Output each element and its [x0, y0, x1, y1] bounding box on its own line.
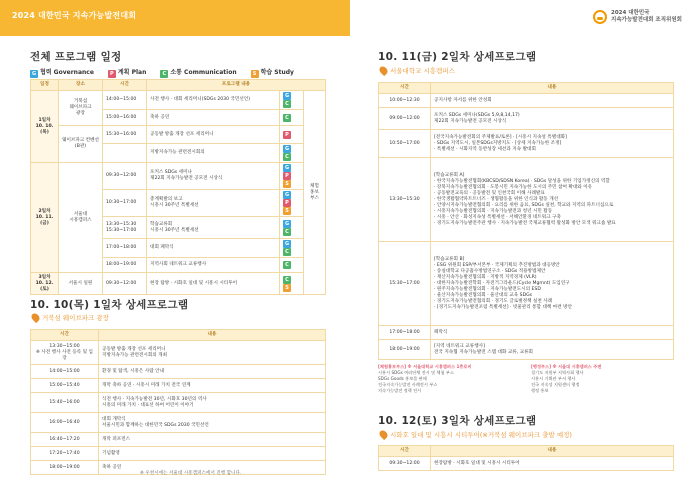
- admin-note-item: 전국 지속성 지원센터 행정: [531, 382, 580, 387]
- booth-note-item: 전국지속가능발전 사례전시 부스: [378, 382, 438, 387]
- day2-place: 서울대 시흥캠퍼스: [59, 163, 103, 273]
- day1-location: [32, 313, 109, 322]
- day3-title-text: 10. 12(토) 3일차 상세프로그램: [378, 415, 537, 427]
- day3-date: 3일차 10. 12.(토): [31, 273, 59, 295]
- overview-title-text: 전체 프로그램 일정: [30, 51, 122, 63]
- logo-line-1: 2024 대한민국: [611, 10, 650, 16]
- legend: [30, 67, 294, 78]
- legend-study: S 학습 Study: [251, 67, 294, 78]
- day2-row-time: 10:50~17:00: [379, 130, 431, 158]
- day2-tags-2: GC: [280, 217, 304, 239]
- day2-row-content: 포커스 SDGs 세미나(SDGs 5,9,8,14,17) 제22회 지속가능발전 공모전 시상식: [431, 108, 674, 130]
- legend-plan: P 계획 Plan: [108, 67, 146, 78]
- day1-col-content: 내용: [99, 330, 326, 341]
- day2-content-3: 대회 폐막식: [147, 239, 280, 258]
- day1-row-time: 13:30~15:00 ※ 사전 행사 사전 등록 및 입장: [31, 341, 99, 365]
- day3-place: 서울시 일원: [59, 273, 103, 295]
- day1-content-0: 사전 행사 · 대회 세리머니(SDGs 2030 국민선언): [147, 91, 280, 110]
- booth-note-item: 시흥시 SDGs 여러단체 전시 및 체험 부스: [378, 370, 454, 375]
- day3-col-time: 시간: [379, 446, 431, 457]
- col-place: 장소: [59, 80, 103, 91]
- legend-communication: C 소통 Communication: [160, 67, 236, 78]
- admin-note-item: 시흥시 기획관 부서 행사: [531, 376, 576, 381]
- day1-tags-0: GC: [280, 91, 304, 110]
- day2-col-time: 시간: [379, 83, 431, 94]
- logo-line-2: 지속가능발전대회 조직위원회: [611, 17, 682, 23]
- day3-col-content: 내용: [431, 446, 674, 457]
- day1-row-content: 기념촬영: [99, 447, 326, 461]
- day1-tags-2: P: [280, 126, 304, 144]
- day1-time-0: 14:00~15:00: [103, 91, 147, 110]
- day3-tags-0: CS: [280, 273, 304, 295]
- day3-row-time: 09:30~12:00: [379, 457, 431, 471]
- day1-row-content: 공동발 방출 개장 선포 세리머니 지방지속가능 관련전시회의 개최: [99, 341, 326, 365]
- admin-note: [531, 364, 674, 394]
- day2-time-4: 18:00~19:00: [103, 258, 147, 273]
- day1-row-content: 개막 퍼포먼스: [99, 433, 326, 447]
- day1-row-time: 15:40~16:00: [31, 393, 99, 413]
- day3-title: [378, 413, 536, 428]
- day1-row-content: 대회 개막식 서울시민과 함께하는 대한민국 SDGs 2030 국민선언: [99, 413, 326, 433]
- day2-tags-0: GPS: [280, 163, 304, 190]
- day2-time-0: 09:30~12:00: [103, 163, 147, 190]
- day3-table: [378, 445, 674, 471]
- day1-time-2: 15:30~16:00: [103, 126, 147, 144]
- day2-row-content: [학습교류회 A] · 한국지속가능발전협회(KBCSD/SDSN Korea) · SDGs 달성을 위한 기업가정신의 역할 · 강북지속가능발전협의회 · 도봉시민 지속가능한 도시의 주민 참여 확대와 이유 · 공동발전교육의 · 공동발전 및 인천국회 이해 사례발표 · 한국생활협약파트트너즈 · 생협활동을 위한 인식과 활동 개선 · 안양시지속가능발전협의회 · 요리를 위한 음료, SDGs 실천, 학교와 지역의 파트너십으로 · 시흥지속가능발전협의회 · 지속가능발전과 청년 시민 활동 · 시흥 · 안산 · 화성지속성 특별세션 · 서해안환경 네트워크 구축 · 경기도지속가능발전주관 행사 · 지속가능발전 국제교류협력 활성화 방안 모색 워크숍 발표: [431, 158, 674, 242]
- day1-time-1: 15:00~16:00: [103, 110, 147, 126]
- location-pin-icon: [378, 65, 389, 76]
- side-booth: 체험 홍보 부스: [304, 91, 326, 295]
- day1-table: [30, 329, 326, 475]
- overview-title: [30, 49, 121, 64]
- day1-location-text: 거북섬 웨이브파크 광장: [42, 314, 109, 322]
- booth-note-item: SDGs Goods 홍보물 판매: [378, 376, 427, 381]
- day1-row-time: 17:20~17:40: [31, 447, 99, 461]
- col-time: 시간: [103, 80, 147, 91]
- day1-row-content: 식전 행사 · 지속가능발전 30년, 시화호 30년의 역사 시흥의 미래 가치 · 대표선 하여 어린이 이야기: [99, 393, 326, 413]
- location-pin-icon: [378, 429, 389, 440]
- day2-title-text: 10. 11(금) 2일차 상세프로그램: [378, 51, 537, 63]
- organizer-logo: [593, 10, 682, 24]
- day2-tags-1: GPS: [280, 190, 304, 217]
- day2-row-content: [지역 네트워크 교류행사] 전국 지속협 지속가능발전 스탭 대화 교류, 교류회: [431, 340, 674, 360]
- day1-row-content: 환경 및 탐색, 시흥은 사람 안내: [99, 365, 326, 379]
- day2-row-time: 10:00~12:30: [379, 94, 431, 108]
- day2-row-time: 17:00~18:00: [379, 326, 431, 340]
- day1-content-3: 지방지속가능 관련전시회의: [147, 144, 280, 163]
- day3-time-0: 09:30~12:00: [103, 273, 147, 295]
- day1-row-content: 개막 축하 공연 · 시흥시 미래 가치 전국 연계: [99, 379, 326, 393]
- day2-col-content: 내용: [431, 83, 674, 94]
- day2-time-1: 10:30~17:00: [103, 190, 147, 217]
- day2-time-2: 13:30~15:30 15:30~17:00: [103, 217, 147, 239]
- day2-row-time: 13:30~15:30: [379, 158, 431, 242]
- day1-tags-3: GC: [280, 144, 304, 163]
- day3-location: [380, 430, 572, 439]
- day2-time-3: 17:00~18:00: [103, 239, 147, 258]
- col-date: 일정: [31, 80, 59, 91]
- day1-title-text: 10. 10(목) 1일차 상세프로그램: [30, 299, 189, 311]
- day1-row-time: 14:00~15:00: [31, 365, 99, 379]
- day1-content-1: 축하 공연: [147, 110, 280, 126]
- day2-location: [380, 66, 455, 75]
- day2-row-content: [학습교류회 B] · ESG 위원회 ESP/부서본부 · 국제기획의 추진방법과 대응방안 · 송실대학교 다공흡수방법연구소 · SDGs 적용방법제안 · 재산지속가능발전협의회 · 지방적 지역경제 (VLR) · 대한지속가능발전학회 · 자전거그라운드(Cycle Mgmnt) 도입연구 · 원주지속가능발전협의회 · 지속가능발전도시의 ESD · 울산지속가능발전협의회 · 울산대의 교육 SDGs · 경기도지속가능발전협의회 · 경기도 글로벌정책 실천 사례 · [경기도지속가능발전포럼 특별세션] · 빗물관리 통합 대책 마련 방안: [431, 242, 674, 326]
- day2-row-content: 폐막식: [431, 326, 674, 340]
- left-header-title: 2024 대한민국 지속가능발전대회: [12, 11, 137, 20]
- overview-table: [30, 79, 326, 295]
- day1-title: [30, 297, 188, 312]
- day1-row-time: 16:00~16:40: [31, 413, 99, 433]
- day1-place-b: 웨이브파크 컨벤션 (B관): [59, 126, 103, 163]
- day2-content-1: 총계획발의 보고 시흥시 30주년 특별세션: [147, 190, 280, 217]
- day1-place-a: 거북섬 웨이브파크 광장: [59, 91, 103, 126]
- day1-row-time: 16:40~17:20: [31, 433, 99, 447]
- left-header-band: [0, 0, 350, 36]
- day2-row-content: [전국지속가능발전회의 주제발표/토론] · [시흥시 지속성 특별대화] · SDGs 지역도시, 일본SDGs지방지도 · [상세 지속가능한 조정] · 특별세션 · 시화지역 동반성장 세션과 지속 발대회: [431, 130, 674, 158]
- right-page: [350, 0, 700, 495]
- day1-row-time: 18:00~19:00: [31, 461, 99, 475]
- day2-content-0: 포커스 SDGs 세미나 제22회 지속가능발전 공모전 시상식: [147, 163, 280, 190]
- day2-location-text: 서울대학교 시흥캠퍼스: [390, 67, 455, 75]
- day1-time-3: [103, 144, 147, 163]
- day2-table: [378, 82, 674, 360]
- day2-row-time: 09:00~12:00: [379, 108, 431, 130]
- day2-date: 2일차 10. 11.(금): [31, 163, 59, 273]
- day1-row-content: 축하 공연: [99, 461, 326, 475]
- day2-title: [378, 49, 536, 64]
- legend-governance: G 협력 Governance: [31, 69, 94, 77]
- admin-note-item: 행정 홍보: [531, 388, 549, 393]
- day2-tags-3: GC: [280, 239, 304, 258]
- day3-location-text: 시화호 일대 및 시흥시 시티투어(※거북섬 웨이브파크 출발 예정): [390, 431, 572, 439]
- day1-col-time: 시간: [31, 330, 99, 341]
- col-content: 프로그램 내용: [147, 80, 326, 91]
- booth-note-head: [체험홍보부스] ※ 서울대학교 시흥캠퍼스 1층로비: [378, 364, 472, 369]
- day2-content-4: 지역사회 네트워크 교류행사: [147, 258, 280, 273]
- day1-tags-1: C: [280, 110, 304, 126]
- booth-note-item: 지속가능발전 정책 전시: [378, 388, 422, 393]
- day3-row-content: 현장탐방 · 시화호 일대 및 시흥시 시티투어: [431, 457, 674, 471]
- day2-tags-4: C: [280, 258, 304, 273]
- day2-row-time: 18:00~19:00: [379, 340, 431, 360]
- day2-notes: [378, 364, 674, 394]
- day1-row-time: 15:00~15:40: [31, 379, 99, 393]
- day1-content-2: 공동발 방출 개장 선포 세리머니: [147, 126, 280, 144]
- location-pin-icon: [30, 312, 41, 323]
- booth-note: [378, 364, 521, 394]
- logo-mark-icon: [593, 10, 607, 24]
- day2-row-content: 공지사항 자서를 위한 안성회: [431, 94, 674, 108]
- day1-footnote: ※ 우천시에는 서울대 시흥캠퍼스에서 진행 합니다.: [140, 471, 242, 476]
- day2-row-time: 15:30~17:00: [379, 242, 431, 326]
- admin-note-item: 경기도 지원부 지역사회 행사: [531, 370, 584, 375]
- right-header: [350, 0, 700, 36]
- day1-date: 1일차 10. 10.(목): [31, 91, 59, 163]
- day2-content-2: 학습교류회 시흥시 30주년 특별세션: [147, 217, 280, 239]
- admin-note-head: [행정부스] ※ 서울대 시흥캠퍼스 주변: [531, 364, 602, 369]
- day3-content-0: 현장 탐방 · 시화호 일대 및 시흥시 시티투어: [147, 273, 280, 295]
